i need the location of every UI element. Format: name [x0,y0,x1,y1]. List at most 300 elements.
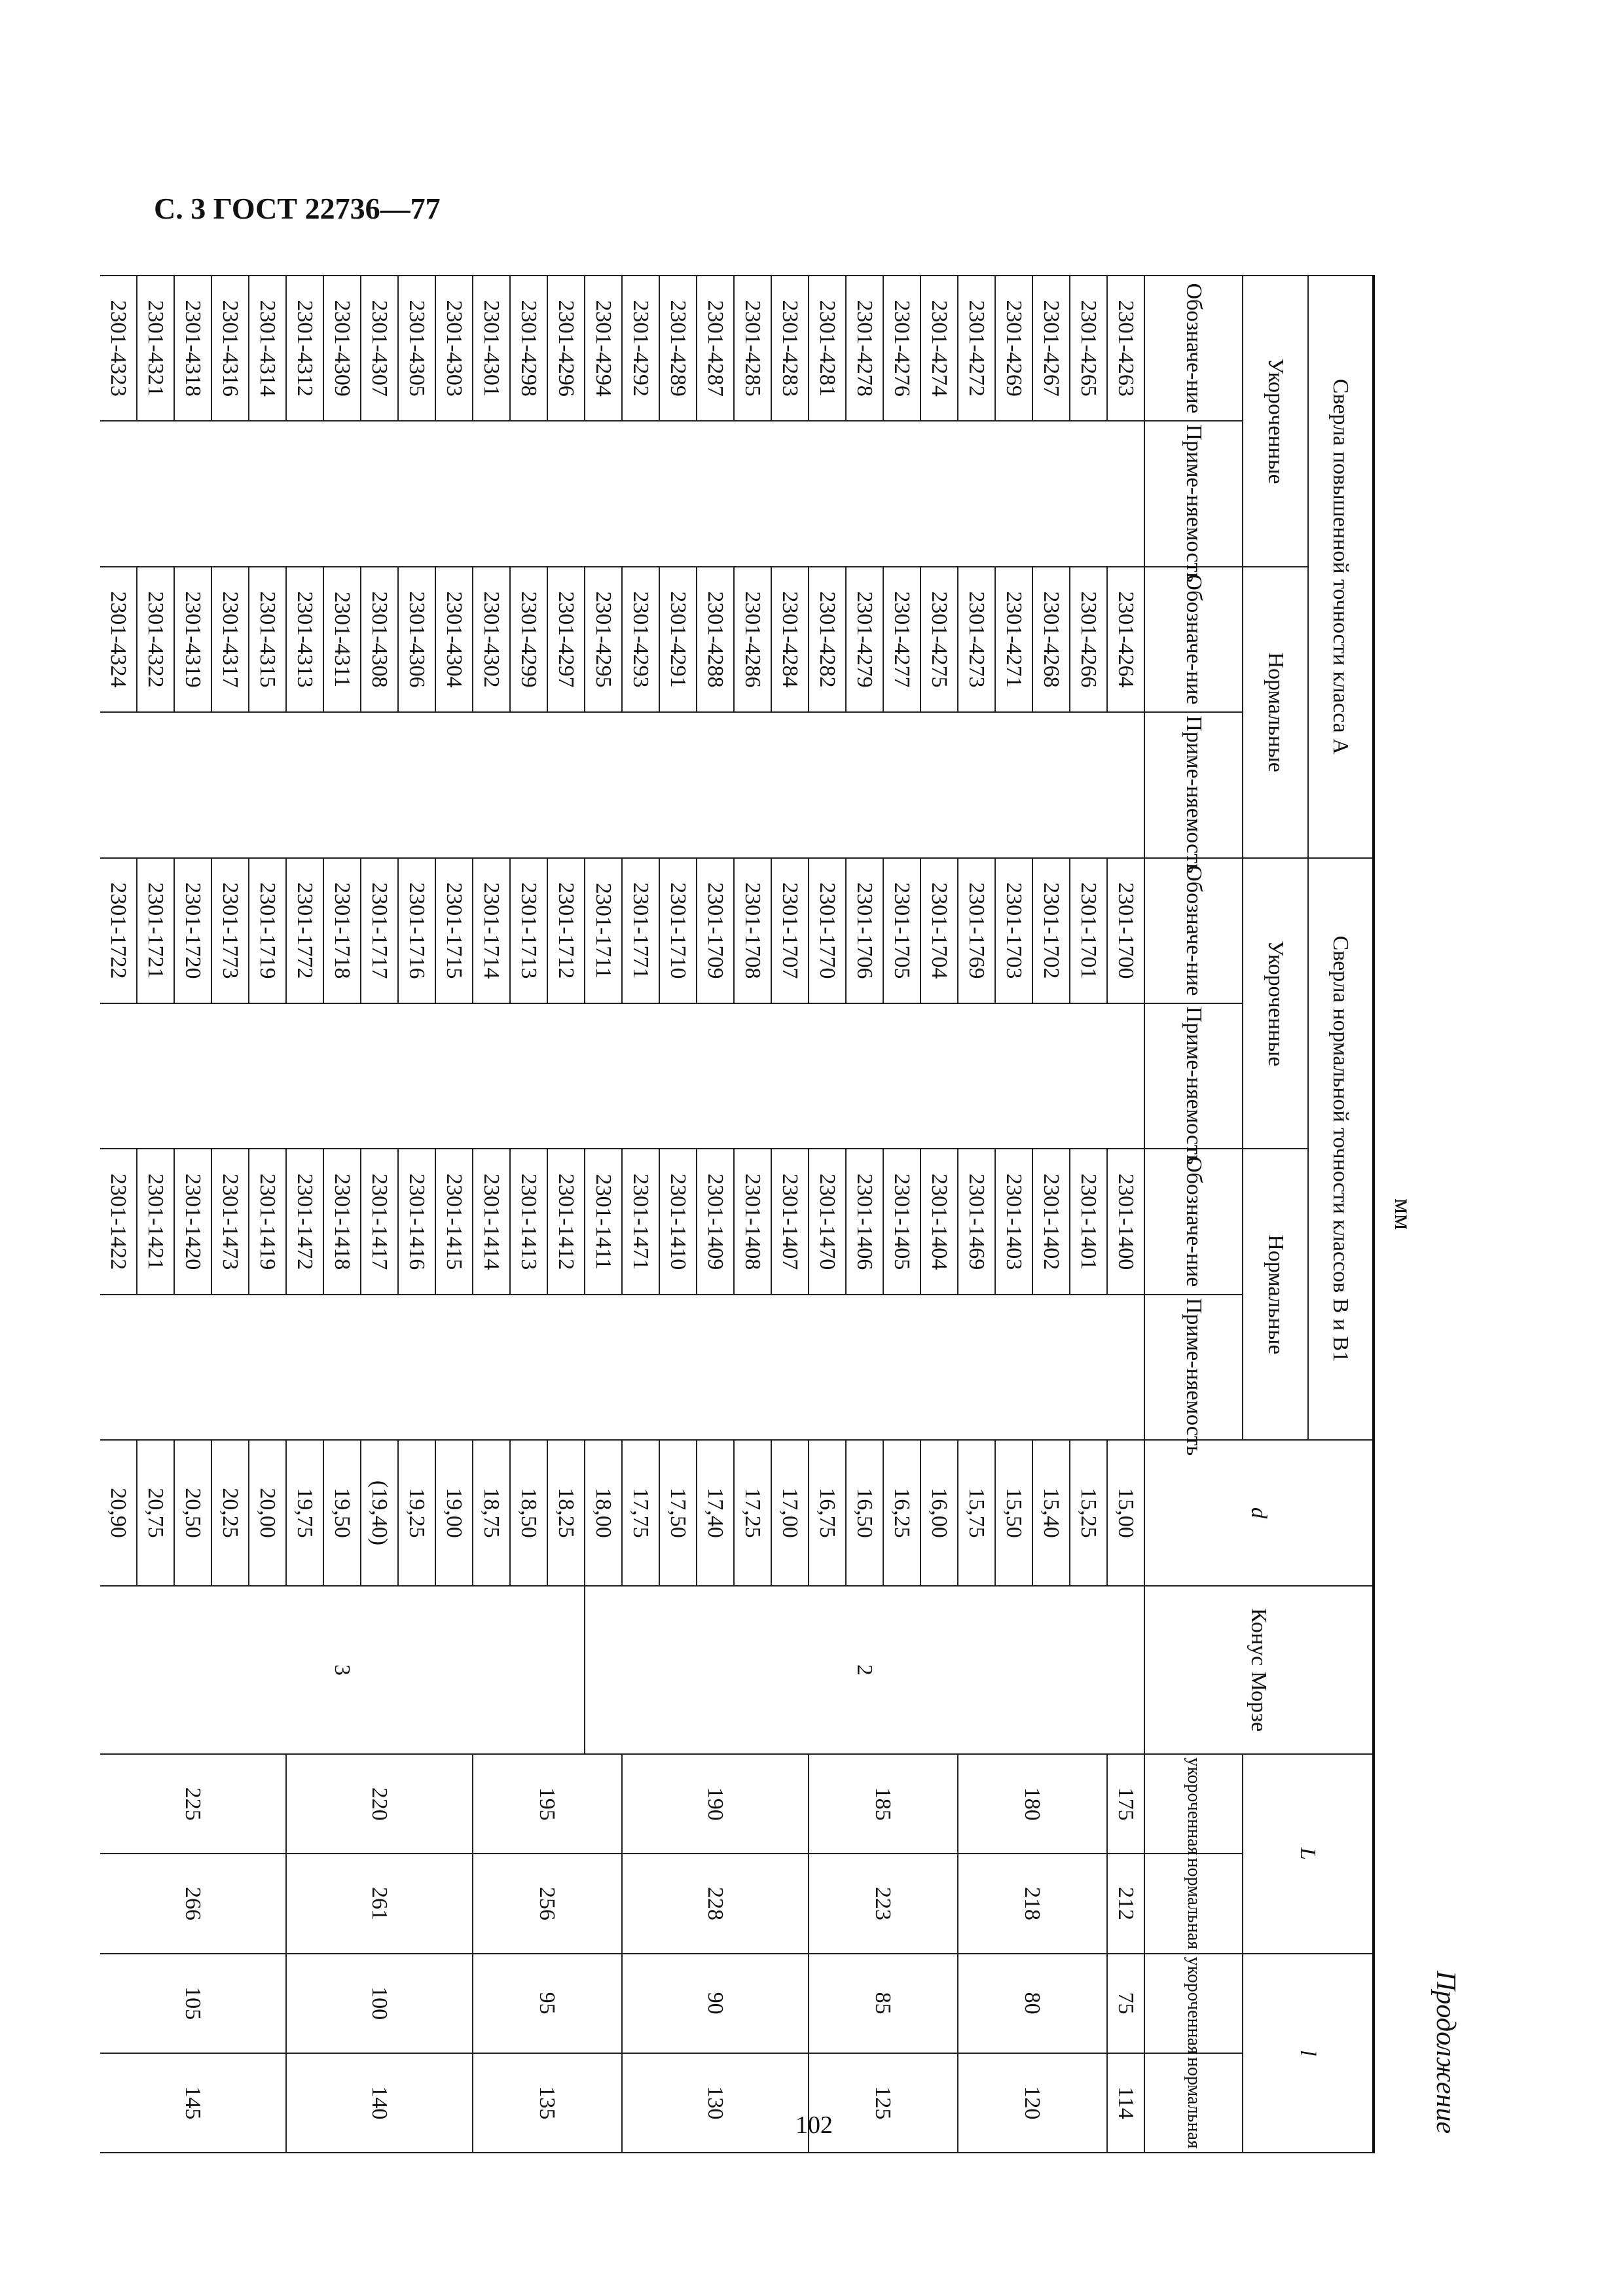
l-normal-header: нормальная [1144,2053,1243,2153]
a-short-applicability [734,421,771,566]
a-short-designation: 2301-4294 [585,276,622,421]
l-normal: 130 [622,2053,809,2153]
diameter-d: 19,25 [398,1440,435,1585]
l-short: 85 [809,1954,958,2053]
l-short: 80 [958,1954,1107,2053]
b-short-applicability [1032,1003,1070,1149]
b-short-designation: 2301-1704 [921,858,958,1003]
a-short-applicability-header: Приме-няемость [1144,421,1243,566]
a-norm-applicability [809,712,846,857]
diameter-d: (19,40) [361,1440,398,1585]
L-short: 175 [1107,1754,1144,1854]
a-norm-designation: 2301-4264 [1107,567,1144,712]
a-short-applicability [883,421,921,566]
a-norm-applicability [435,712,473,857]
a-norm-designation: 2301-4324 [100,567,137,712]
a-short-designation: 2301-4312 [286,276,323,421]
b-norm-designation: 2301-1421 [137,1149,174,1294]
l-normal: 114 [1107,2053,1144,2153]
b-short-designation: 2301-1713 [510,858,547,1003]
a-norm-applicability [1032,712,1070,857]
a-short-applicability [1032,421,1070,566]
morse-cone: 2 [585,1586,1144,1755]
b-norm-applicability [137,1295,174,1440]
table-row [771,276,809,2153]
a-norm-applicability [585,712,622,857]
a-short-applicability [174,421,211,566]
b-short-applicability [435,1003,473,1149]
b-norm-designation: 2301-1420 [174,1149,211,1294]
l-normal: 125 [809,2053,958,2153]
a-norm-applicability [510,712,547,857]
a-norm-designation: 2301-4279 [846,567,883,712]
b-short-designation: 2301-1771 [622,858,659,1003]
a-norm-applicability [659,712,697,857]
b-short-applicability [398,1003,435,1149]
diameter-d: 17,25 [734,1440,771,1585]
b-normal-header: Нормальные [1243,1149,1308,1440]
a-norm-applicability [137,712,174,857]
table-row [1107,276,1144,2153]
b-short-applicability [361,1003,398,1149]
rotated-table-container [106,275,1465,2153]
table-row [249,276,286,2153]
a-norm-designation: 2301-4271 [995,567,1032,712]
b-short-applicability [286,1003,323,1149]
a-short-designation: 2301-4305 [398,276,435,421]
b-short-designation: 2301-1702 [1032,858,1070,1003]
b-short-designation: 2301-1721 [137,858,174,1003]
a-norm-applicability [734,712,771,857]
diameter-d: 19,75 [286,1440,323,1585]
b-norm-applicability [100,1295,137,1440]
table-row [1070,276,1107,2153]
b-short-designation: 2301-1709 [697,858,734,1003]
a-short-designation: 2301-4301 [473,276,510,421]
l-normal: 135 [473,2053,622,2153]
a-short-applicability [510,421,547,566]
b-short-designation-header: Обозначе-ние [1144,858,1243,1003]
a-norm-applicability [846,712,883,857]
l-short: 90 [622,1954,809,2053]
l-normal: 120 [958,2053,1107,2153]
a-short-applicability [100,421,137,566]
b-norm-applicability [921,1295,958,1440]
b-norm-applicability [174,1295,211,1440]
b-short-applicability [659,1003,697,1149]
a-norm-applicability [958,712,995,857]
a-norm-applicability [249,712,286,857]
diameter-d: 16,00 [921,1440,958,1585]
a-norm-designation: 2301-4295 [585,567,622,712]
a-norm-applicability [286,712,323,857]
b-norm-applicability [622,1295,659,1440]
a-short-designation: 2301-4309 [323,276,361,421]
b-norm-designation: 2301-1407 [771,1149,809,1294]
a-norm-applicability [100,712,137,857]
a-short-designation: 2301-4278 [846,276,883,421]
b-shortened-header: Укороченные [1243,858,1308,1149]
a-norm-applicability [1107,712,1144,857]
a-short-applicability [958,421,995,566]
b-norm-designation: 2301-1402 [1032,1149,1070,1294]
a-short-applicability [846,421,883,566]
b-norm-designation: 2301-1469 [958,1149,995,1294]
b-norm-applicability [398,1295,435,1440]
a-shortened-header: Укороченные [1243,276,1308,567]
l-short: 100 [286,1954,473,2053]
a-short-designation: 2301-4289 [659,276,697,421]
b-short-designation: 2301-1706 [846,858,883,1003]
diameter-d: 19,00 [435,1440,473,1585]
b-norm-applicability [585,1295,622,1440]
a-short-applicability [547,421,585,566]
a-norm-designation: 2301-4315 [249,567,286,712]
diameter-d: 20,75 [137,1440,174,1585]
a-short-designation: 2301-4281 [809,276,846,421]
diameter-d: 20,25 [211,1440,249,1585]
L-normal: 266 [100,1854,286,1953]
b-norm-designation: 2301-1401 [1070,1149,1107,1294]
unit-label: мм [1389,1198,1417,1230]
b-norm-designation: 2301-1422 [100,1149,137,1294]
b-short-applicability [547,1003,585,1149]
a-norm-designation: 2301-4288 [697,567,734,712]
b-norm-applicability [1107,1295,1144,1440]
a-norm-applicability [323,712,361,857]
b-norm-designation: 2301-1413 [510,1149,547,1294]
b-norm-applicability [659,1295,697,1440]
L-normal: 212 [1107,1854,1144,1953]
b-norm-designation: 2301-1404 [921,1149,958,1294]
a-norm-applicability [883,712,921,857]
L-normal: 218 [958,1854,1107,1953]
b-norm-designation: 2301-1412 [547,1149,585,1294]
b-short-designation: 2301-1705 [883,858,921,1003]
b-norm-designation: 2301-1418 [323,1149,361,1294]
l-normal: 140 [286,2053,473,2153]
b-short-designation: 2301-1715 [435,858,473,1003]
a-short-applicability [249,421,286,566]
a-short-designation: 2301-4314 [249,276,286,421]
b-short-designation: 2301-1703 [995,858,1032,1003]
b-norm-designation: 2301-1408 [734,1149,771,1294]
b-norm-designation: 2301-1403 [995,1149,1032,1294]
d-header: d [1144,1440,1374,1585]
diameter-d: 20,90 [100,1440,137,1585]
diameter-d: 18,75 [473,1440,510,1585]
a-norm-applicability [697,712,734,857]
l-short: 95 [473,1954,622,2053]
a-norm-designation: 2301-4284 [771,567,809,712]
a-short-applicability [211,421,249,566]
a-norm-applicability-header: Приме-няемость [1144,712,1243,857]
L-normal: 256 [473,1854,622,1953]
b-short-applicability [697,1003,734,1149]
b-short-applicability [995,1003,1032,1149]
a-short-applicability [622,421,659,566]
a-norm-designation: 2301-4266 [1070,567,1107,712]
b-norm-designation: 2301-1473 [211,1149,249,1294]
b-norm-designation: 2301-1410 [659,1149,697,1294]
a-short-applicability [323,421,361,566]
a-short-designation: 2301-4272 [958,276,995,421]
diameter-d: 15,75 [958,1440,995,1585]
b-short-designation: 2301-1716 [398,858,435,1003]
table-row [585,276,622,2153]
b-norm-applicability [473,1295,510,1440]
b-norm-applicability [435,1295,473,1440]
a-norm-applicability [398,712,435,857]
b-norm-applicability [734,1295,771,1440]
a-norm-applicability [995,712,1032,857]
morse-cone: 3 [100,1586,585,1755]
a-short-designation: 2301-4274 [921,276,958,421]
diameter-d: 15,50 [995,1440,1032,1585]
a-normal-header: Нормальные [1243,567,1308,858]
a-short-designation: 2301-4323 [100,276,137,421]
a-short-applicability [361,421,398,566]
a-short-applicability [771,421,809,566]
a-norm-applicability [622,712,659,857]
b-norm-applicability [883,1295,921,1440]
a-short-designation: 2301-4263 [1107,276,1144,421]
b-short-applicability [585,1003,622,1149]
a-short-designation: 2301-4265 [1070,276,1107,421]
a-norm-designation: 2301-4293 [622,567,659,712]
a-norm-designation: 2301-4308 [361,567,398,712]
b-short-designation: 2301-1718 [323,858,361,1003]
drill-spec-table [100,275,1375,2153]
L-short: 190 [622,1754,809,1854]
b-short-designation: 2301-1707 [771,858,809,1003]
b-short-designation: 2301-1714 [473,858,510,1003]
a-norm-designation: 2301-4277 [883,567,921,712]
a-short-applicability [473,421,510,566]
b-short-designation: 2301-1720 [174,858,211,1003]
a-norm-designation: 2301-4322 [137,567,174,712]
a-norm-designation: 2301-4273 [958,567,995,712]
b-short-applicability [883,1003,921,1149]
b-short-designation: 2301-1708 [734,858,771,1003]
diameter-d: 18,00 [585,1440,622,1585]
a-norm-designation: 2301-4286 [734,567,771,712]
b-short-applicability-header: Приме-няемость [1144,1003,1243,1149]
L-normal: 261 [286,1854,473,1953]
diameter-d: 18,25 [547,1440,585,1585]
b-norm-applicability [361,1295,398,1440]
a-short-applicability [995,421,1032,566]
diameter-d: 16,50 [846,1440,883,1585]
b-short-applicability [211,1003,249,1149]
a-short-applicability [435,421,473,566]
b-short-designation: 2301-1717 [361,858,398,1003]
b-short-applicability [323,1003,361,1149]
b-norm-designation: 2301-1409 [697,1149,734,1294]
b-short-designation: 2301-1700 [1107,858,1144,1003]
page-number: 102 [795,2111,833,2139]
b-short-designation: 2301-1712 [547,858,585,1003]
a-norm-designation: 2301-4311 [323,567,361,712]
b-short-applicability [249,1003,286,1149]
b-short-designation: 2301-1769 [958,858,995,1003]
a-short-designation: 2301-4307 [361,276,398,421]
b-norm-applicability [771,1295,809,1440]
a-norm-applicability [547,712,585,857]
morse-cone-header: Конус Морзе [1144,1586,1374,1755]
b-short-applicability [734,1003,771,1149]
group-b-header: Сверла нормальной точности классов В и В1 [1308,858,1374,1441]
a-short-designation: 2301-4296 [547,276,585,421]
L-short: 180 [958,1754,1107,1854]
b-norm-applicability [249,1295,286,1440]
diameter-d: 15,40 [1032,1440,1070,1585]
b-short-designation: 2301-1772 [286,858,323,1003]
b-norm-designation: 2301-1415 [435,1149,473,1294]
b-norm-designation: 2301-1414 [473,1149,510,1294]
b-short-designation: 2301-1701 [1070,858,1107,1003]
diameter-d: 19,50 [323,1440,361,1585]
b-norm-applicability [697,1295,734,1440]
diameter-d: 16,75 [809,1440,846,1585]
diameter-d: 17,40 [697,1440,734,1585]
a-short-designation: 2301-4298 [510,276,547,421]
b-norm-designation: 2301-1472 [286,1149,323,1294]
L-short: 195 [473,1754,622,1854]
a-short-designation: 2301-4303 [435,276,473,421]
diameter-d: 20,00 [249,1440,286,1585]
a-norm-applicability [771,712,809,857]
b-norm-applicability-header: Приме-няемость [1144,1295,1243,1440]
table-row [921,276,958,2153]
L-normal-header: нормальная [1144,1854,1243,1953]
a-norm-designation-header: Обозначе-ние [1144,567,1243,712]
L-normal: 228 [622,1854,809,1953]
a-norm-designation: 2301-4282 [809,567,846,712]
table-row [435,276,473,2153]
a-norm-designation: 2301-4291 [659,567,697,712]
a-short-applicability [921,421,958,566]
b-norm-designation: 2301-1470 [809,1149,846,1294]
diameter-d: 15,25 [1070,1440,1107,1585]
b-short-designation: 2301-1770 [809,858,846,1003]
b-short-applicability [174,1003,211,1149]
b-short-applicability [510,1003,547,1149]
L-header: L [1243,1754,1374,1953]
b-short-applicability [137,1003,174,1149]
L-short-header: укороченная [1144,1754,1243,1854]
a-norm-applicability [921,712,958,857]
diameter-d: 15,00 [1107,1440,1144,1585]
L-short: 225 [100,1754,286,1854]
a-short-applicability [286,421,323,566]
b-short-applicability [846,1003,883,1149]
a-short-applicability [1070,421,1107,566]
b-norm-designation: 2301-1419 [249,1149,286,1294]
document-header: С. 3 ГОСТ 22736—77 [154,192,441,225]
b-norm-applicability [510,1295,547,1440]
diameter-d: 17,75 [622,1440,659,1585]
b-norm-designation: 2301-1417 [361,1149,398,1294]
a-norm-designation: 2301-4306 [398,567,435,712]
a-norm-designation: 2301-4299 [510,567,547,712]
b-short-applicability [100,1003,137,1149]
b-norm-applicability [809,1295,846,1440]
l-short: 105 [100,1954,286,2053]
a-short-designation: 2301-4318 [174,276,211,421]
b-norm-applicability [1070,1295,1107,1440]
b-norm-applicability [547,1295,585,1440]
a-short-designation: 2301-4321 [137,276,174,421]
a-short-applicability [809,421,846,566]
b-norm-designation: 2301-1416 [398,1149,435,1294]
b-short-applicability [921,1003,958,1149]
diameter-d: 20,50 [174,1440,211,1585]
b-short-applicability [1107,1003,1144,1149]
a-short-designation-header: Обозначе-ние [1144,276,1243,421]
l-short-header: укороченная [1144,1954,1243,2053]
b-norm-applicability [1032,1295,1070,1440]
a-norm-applicability [211,712,249,857]
a-short-designation: 2301-4267 [1032,276,1070,421]
a-short-designation: 2301-4292 [622,276,659,421]
b-short-designation: 2301-1710 [659,858,697,1003]
b-norm-applicability [323,1295,361,1440]
b-short-applicability [958,1003,995,1149]
a-short-designation: 2301-4285 [734,276,771,421]
L-normal: 223 [809,1854,958,1953]
a-norm-designation: 2301-4302 [473,567,510,712]
a-short-applicability [659,421,697,566]
b-short-applicability [1070,1003,1107,1149]
l-short: 75 [1107,1954,1144,2053]
L-short: 220 [286,1754,473,1854]
b-short-applicability [771,1003,809,1149]
a-norm-designation: 2301-4319 [174,567,211,712]
b-short-applicability [809,1003,846,1149]
b-norm-designation: 2301-1405 [883,1149,921,1294]
a-short-designation: 2301-4276 [883,276,921,421]
a-short-designation: 2301-4269 [995,276,1032,421]
b-short-designation: 2301-1773 [211,858,249,1003]
a-norm-designation: 2301-4275 [921,567,958,712]
b-norm-applicability [286,1295,323,1440]
b-short-applicability [473,1003,510,1149]
b-norm-applicability [211,1295,249,1440]
b-norm-designation-header: Обозначе-ние [1144,1149,1243,1294]
a-short-designation: 2301-4283 [771,276,809,421]
b-norm-designation: 2301-1406 [846,1149,883,1294]
l-header: l [1243,1954,1374,2153]
group-a-header: Сверла повышенной точности класса А [1308,276,1374,858]
b-norm-designation: 2301-1471 [622,1149,659,1294]
a-short-applicability [398,421,435,566]
a-short-applicability [1107,421,1144,566]
b-norm-applicability [846,1295,883,1440]
diameter-d: 17,00 [771,1440,809,1585]
diameter-d: 18,50 [510,1440,547,1585]
L-short: 185 [809,1754,958,1854]
a-short-applicability [137,421,174,566]
a-norm-designation: 2301-4268 [1032,567,1070,712]
table-body [100,276,1144,2153]
a-norm-designation: 2301-4317 [211,567,249,712]
a-short-applicability [697,421,734,566]
a-norm-designation: 2301-4304 [435,567,473,712]
b-short-designation: 2301-1719 [249,858,286,1003]
a-norm-applicability [473,712,510,857]
a-norm-applicability [1070,712,1107,857]
